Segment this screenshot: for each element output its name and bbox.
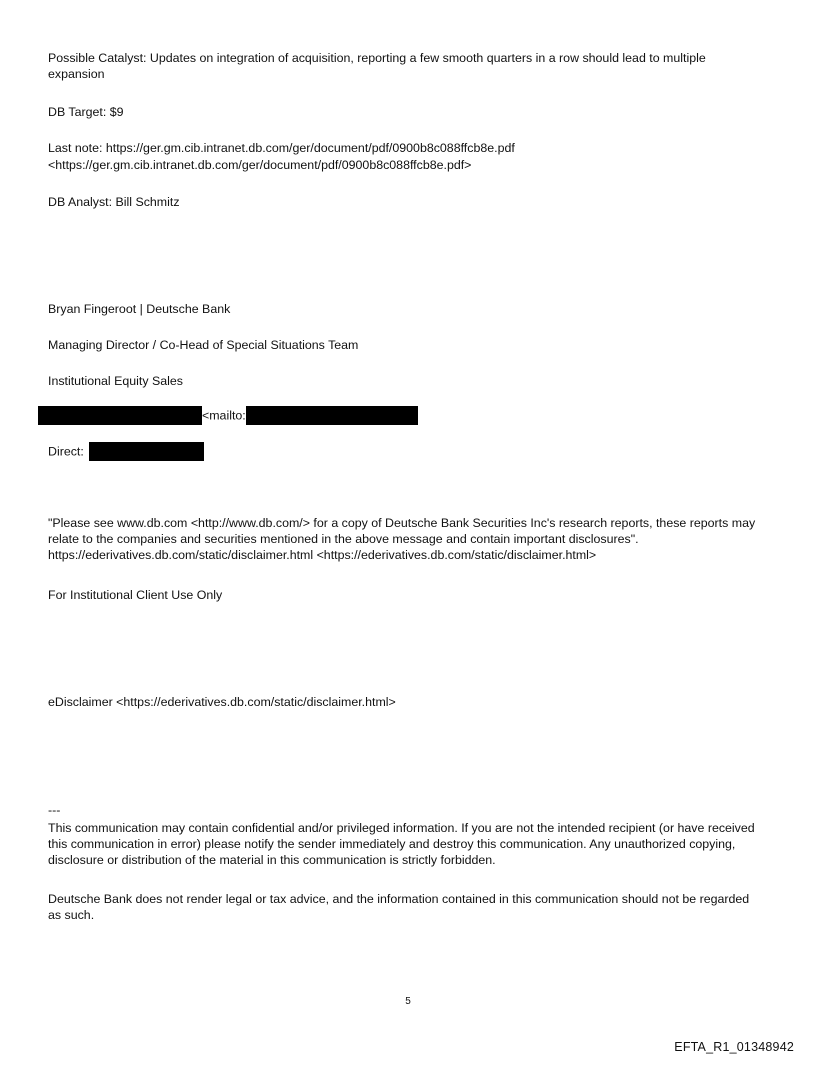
- separator: ---: [48, 803, 61, 817]
- edisclaimer-link[interactable]: eDisclaimer <https://ederivatives.db.com/static/disclaimer.html>: [48, 695, 396, 709]
- sender-title: Managing Director / Co-Head of Special Situations Team: [48, 338, 359, 352]
- bates-number: EFTA_R1_01348942: [674, 1040, 794, 1054]
- mailto-label: <mailto:: [202, 408, 246, 423]
- catalyst-text: Possible Catalyst: Updates on integration of acquisition, reporting a few smooth quarters in a row should lead to multiple expansion: [48, 51, 706, 81]
- research-disclaimer: "Please see www.db.com <http://www.db.com/> for a copy of Deutsche Bank Securities Inc's research reports, these reports may relate to the companies and securities mentioned in the above message and contain important disclosures". https://ederivatives.db.com/static/disclaimer.html <https://ederivatives.db.com/static/disclaimer.html>: [48, 516, 756, 562]
- email-line: [38, 406, 418, 425]
- confidentiality-notice: This communication may contain confidential and/or privileged information. If you are not the intended recipient (or have received this communication in error) please notify the sender immediately and destroy this communication. Any unauthorized copying, disclosure or distribution of the material in this communication is strictly forbidden.: [48, 821, 755, 867]
- redaction-bar: [89, 442, 204, 461]
- target-text: DB Target: $9: [48, 105, 124, 119]
- direct-label: Direct:: [48, 444, 84, 459]
- direct-line: [48, 442, 204, 461]
- redaction-bar: [246, 406, 418, 425]
- analyst-text: DB Analyst: Bill Schmitz: [48, 195, 180, 209]
- last-note-link[interactable]: Last note: https://ger.gm.cib.intranet.db.com/ger/document/pdf/0900b8c088ffcb8e.pdf: [48, 141, 515, 155]
- legal-notice: Deutsche Bank does not render legal or tax advice, and the information contained in this communication should not be regarded as such.: [48, 892, 750, 922]
- page-number: 5: [405, 996, 411, 1007]
- sender-department: Institutional Equity Sales: [48, 374, 183, 388]
- last-note-link-bracketed[interactable]: <https://ger.gm.cib.intranet.db.com/ger/document/pdf/0900b8c088ffcb8e.pdf>: [48, 158, 472, 172]
- client-use-notice: For Institutional Client Use Only: [48, 588, 223, 602]
- redaction-bar: [38, 406, 202, 425]
- sender-name: Bryan Fingeroot | Deutsche Bank: [48, 302, 231, 316]
